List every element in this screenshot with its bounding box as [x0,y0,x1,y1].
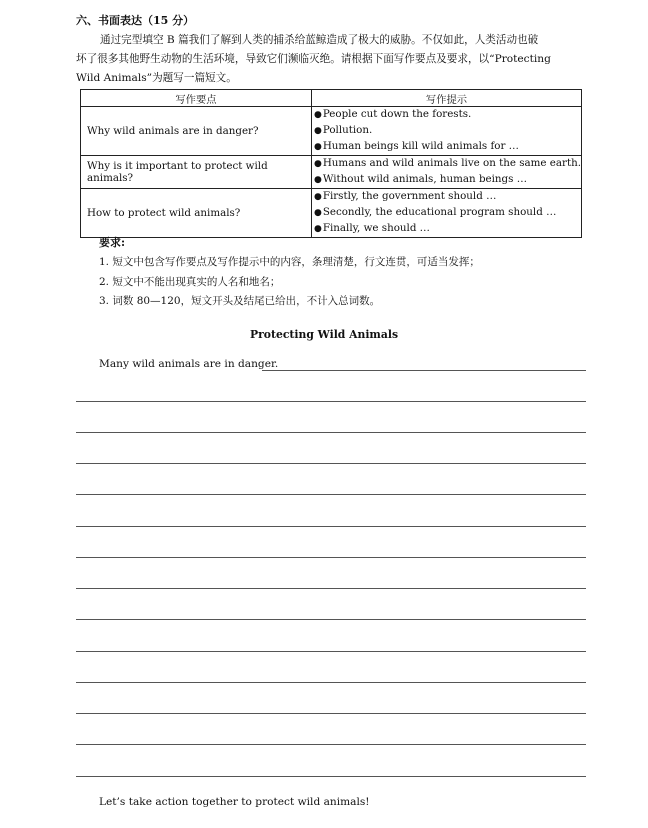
essay-closing-sentence: Let’s take action together to protect wild animals! [99,796,370,808]
essay-opening-sentence: Many wild animals are in danger. [99,358,279,370]
hint-text: Humans and wild animals live on the same earth. [322,157,581,169]
hint-item [314,221,581,237]
hint-text: Pollution. [322,124,373,136]
hint-text: Secondly, the educational program should … [322,206,557,218]
hint-text: People cut down the forests. [322,108,472,120]
header-writing-points: 写作要点 [81,90,312,107]
writing-line[interactable] [76,494,586,495]
hint-item [314,172,581,188]
writing-line[interactable] [76,463,586,464]
writing-line[interactable] [76,651,586,652]
bullet-icon: ● [313,110,322,120]
bullet-icon: ● [313,159,322,169]
hint-text: Finally, we should … [322,222,430,234]
bullet-icon: ● [313,126,322,136]
writing-line[interactable] [76,744,586,745]
bullet-icon: ● [313,224,322,234]
requirement-item: 1. 短文中包含写作要点及写作提示中的内容，条理清楚，行文连贯，可适当发挥； [99,256,480,268]
header-writing-hints: 写作提示 [311,90,581,107]
hint-item [314,139,581,155]
hints-cell-1 [311,107,581,156]
writing-line[interactable] [262,370,586,371]
writing-line[interactable] [76,557,586,558]
table-header-row [81,90,582,107]
requirement-item: 2. 短文中不能出现真实的人名和地名； [99,275,281,288]
writing-line[interactable] [76,526,586,527]
writing-point-3: How to protect wild animals? [81,189,312,238]
requirements-title: 要求: [99,236,126,249]
intro-line-1: 通过完型填空 B 篇我们了解到人类的捕杀给蓝鲸造成了极大的威胁。不仅如此，人类活动也破 [100,34,539,46]
writing-point-1: Why wild animals are in danger? [81,107,312,156]
section-title: 六、书面表达（15 分） [76,14,195,27]
writing-line[interactable] [76,619,586,620]
requirements-list [99,254,480,313]
hint-text: Human beings kill wild animals for … [322,140,519,152]
table-row [81,107,582,156]
writing-line[interactable] [76,401,586,402]
hint-item [314,205,581,221]
writing-line[interactable] [76,682,586,683]
writing-line[interactable] [76,776,586,777]
hint-item [314,189,581,205]
hints-cell-3 [311,189,581,238]
writing-line[interactable] [76,588,586,589]
intro-paragraph [76,31,588,88]
table-row [81,189,582,238]
essay-title: Protecting Wild Animals [249,328,399,341]
hint-item [314,107,581,123]
hint-item [314,123,581,139]
table-row [81,156,582,189]
hint-text: Without wild animals, human beings … [322,173,528,185]
requirement-item: 3. 词数 80—120，短文开头及结尾已给出，不计入总词数。 [99,295,381,307]
bullet-icon: ● [313,142,322,152]
intro-line-2: 坏了很多其他野生动物的生活环境，导致它们濒临灭绝。请根据下面写作要点及要求，以“Protecting [76,53,551,65]
writing-task-table [80,89,582,238]
writing-line[interactable] [76,713,586,714]
hints-cell-2 [311,156,581,189]
bullet-icon: ● [313,175,322,185]
hint-text: Firstly, the government should … [322,190,497,202]
writing-line[interactable] [76,432,586,433]
writing-point-2: Why is it important to protect wild animals? [81,156,312,189]
bullet-icon: ● [313,208,322,218]
intro-line-3: Wild Animals”为题写一篇短文。 [76,72,237,84]
bullet-icon: ● [313,192,322,202]
hint-item [314,156,581,172]
